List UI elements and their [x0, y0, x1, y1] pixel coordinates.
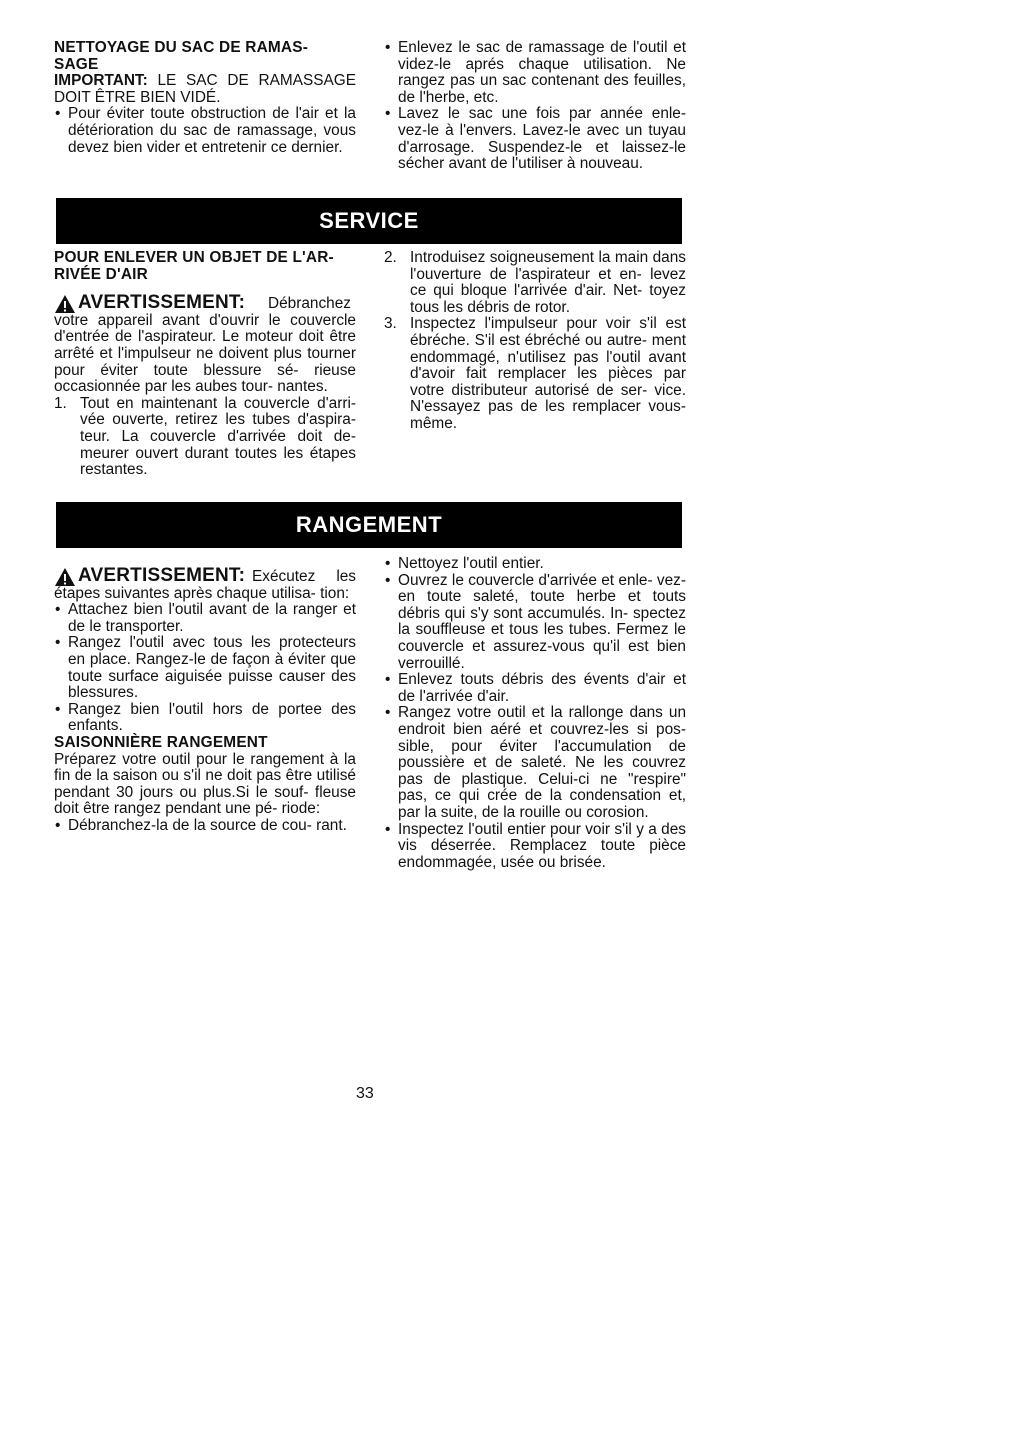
- storage-warning-title: AVERTISSEMENT:: [78, 565, 246, 586]
- list-item: • Nettoyez l'outil entier.: [384, 556, 686, 573]
- cleaning-right-column: [384, 40, 686, 173]
- storage-left-column: [54, 565, 356, 835]
- step-text: Inspectez l'impulseur pour voir s'il est ébréche. S'il est ébréché ou autre- ment endommagé, n'utilisez pas l'outil avant d'avoir fait remplacer les pièces par votre distributeur autorisé de ser- vice. N'essayez pas de les remplacer vous-même.: [410, 315, 686, 432]
- list-item: • Attachez bien l'outil avant de la ranger et de le transporter.: [54, 602, 356, 635]
- seasonal-list: [54, 818, 356, 835]
- warning-triangle-icon: [54, 567, 76, 587]
- list-item: • Inspectez l'outil entier pour voir s'il y a des vis déserrée. Remplacez toute pièce endommagée, usée ou brisée.: [384, 822, 686, 872]
- important-text: LE SAC DE RAMASSAGE DOIT ÊTRE BIEN VIDÉ.: [54, 72, 356, 106]
- list-item: • Ouvrez le couvercle d'arrivée et enle- vez-en toute saleté, toute herbe et touts débris qui s'y sont accumulés. In- spectez la souffleuse et tous les tubes. Fermez le couvercle et assurez-vous qu'il est bien verrouillé.: [384, 573, 686, 673]
- list-item: • Rangez l'outil avec tous les protecteurs en place. Rangez-le de façon à éviter que toute surface aiguisée puisse causer des blessures.: [54, 635, 356, 701]
- service-right-column: [384, 250, 686, 433]
- storage-left-list: [54, 602, 356, 735]
- list-item: • Débranchez-la de la source de cou- rant.: [54, 818, 356, 835]
- step-number: 3.: [384, 315, 397, 333]
- list-item: • Lavez le sac une fois par année enle- vez-le à l'envers. Lavez-le avec un tuyau d'arrosage. Suspendez-le et laissez-le sécher avant de l'utiliser à nouveau.: [384, 106, 686, 172]
- important-note: [54, 73, 356, 106]
- list-item: [384, 250, 686, 316]
- cleaning-right-list: [384, 40, 686, 173]
- list-item: • Pour éviter toute obstruction de l'air et la détérioration du sac de ramassage, vous devez bien vider et entretenir ce dernier.: [54, 106, 356, 156]
- service-steps-right: [384, 250, 686, 433]
- step-number: 2.: [384, 249, 397, 266]
- cleaning-left-list: [54, 106, 356, 156]
- step-text: Tout en maintenant la couvercle d'arri- vée ouverte, retirez les tubes d'aspira- teur. La couvercle d'arrivée doit de- meurer ouvert durant toutes les étapes restantes.: [80, 394, 356, 479]
- service-banner: [56, 198, 682, 244]
- storage-banner-title: RANGEMENT: [295, 512, 443, 537]
- service-warning-title: AVERTISSEMENT:: [78, 292, 246, 314]
- list-item: • Enlevez touts débris des évents d'air et de l'arrivée d'air.: [384, 672, 686, 705]
- list-item: • Enlevez le sac de ramassage de l'outil et videz-le aprés chaque utilisation. Ne rangez pas un sac contenant des feuilles, de l'herbe, etc.: [384, 40, 686, 106]
- cleaning-heading: NETTOYAGE DU SAC DE RAMAS- SAGE: [54, 39, 309, 73]
- list-item: • Rangez votre outil et la rallonge dans un endroit bien aéré et couvrez-les si pos- sible, pour éviter l'accumulation de poussière et de saleté. Ne les couvrez pas de plastique. Celui-ci ne "respire" pas, ce qui crée de la condensation et, par la suite, de la rouille ou corosion.: [384, 705, 686, 821]
- seasonal-text: Préparez votre outil pour le rangement à la fin de la saison ou s'il ne doit pas être utilisé pendant 30 jours ou plus.Si le souf- fleuse doit être rangez pendant une pé- riode:: [54, 750, 356, 818]
- storage-right-list: [384, 556, 686, 871]
- cleaning-left-column: [54, 40, 356, 156]
- list-item: [54, 396, 356, 479]
- page-number: 33: [356, 1085, 374, 1102]
- service-banner-title: SERVICE: [319, 208, 419, 233]
- service-left-column: [54, 250, 356, 479]
- storage-right-column: [384, 556, 686, 871]
- important-label: IMPORTANT:: [54, 72, 148, 90]
- list-item: [384, 316, 686, 432]
- seasonal-heading: SAISONNIÈRE RANGEMENT: [54, 733, 268, 751]
- storage-warning-text: Exécutez les étapes suivantes après chaque utilisa- tion:: [54, 568, 356, 602]
- service-warning-text: Débranchez votre appareil avant d'ouvrir le couvercle d'entrée de l'aspirateur. Le moteur doit être arrêté et l'impulseur ne doivent plus tourner pour éviter toute blessure sé- rieuse occasionnée par les aubes tour- nantes.: [54, 295, 356, 396]
- step-number: 1.: [54, 394, 67, 412]
- storage-banner: [56, 502, 682, 548]
- step-text: Introduisez soigneusement la main dans l'ouverture de l'aspirateur et en- levez ce qui bloque l'arrivée d'air. Net- toyez tous les débris de rotor.: [410, 249, 686, 316]
- list-item: • Rangez bien l'outil hors de portee des enfants.: [54, 702, 356, 735]
- service-steps-left: [54, 396, 356, 479]
- service-heading: POUR ENLEVER UN OBJET DE L'AR- RIVÉE D'AIR: [54, 249, 334, 283]
